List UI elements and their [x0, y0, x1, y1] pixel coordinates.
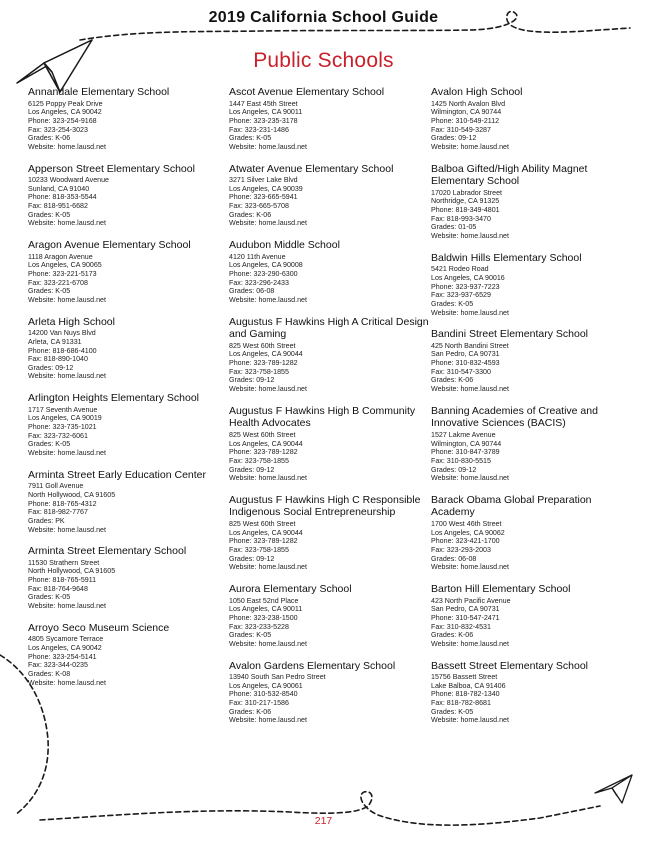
school-name: Apperson Street Elementary School: [28, 162, 195, 175]
school-fax: Fax: 323-233-5228: [229, 622, 289, 631]
school-city: Los Angeles, CA 90008: [229, 261, 303, 270]
school-address: 5421 Rodeo Road: [431, 265, 489, 274]
school-entry: [431, 583, 631, 649]
school-phone: Phone: 323-235-3178: [229, 116, 298, 125]
school-name: Avalon Gardens Elementary School: [229, 659, 396, 672]
school-name: Barack Obama Global Preparation Academy: [431, 493, 592, 519]
school-grades: Grades: K-05: [28, 440, 71, 449]
school-phone: Phone: 310-832-4593: [431, 359, 500, 368]
school-entry: [229, 405, 429, 483]
school-grades: Grades: 01-05: [431, 223, 477, 232]
school-phone: Phone: 323-238-1500: [229, 613, 298, 622]
school-grades: Grades: K-05: [431, 707, 474, 716]
school-city: Wilmington, CA 90744: [431, 108, 502, 117]
school-entry: [229, 660, 429, 726]
school-city: Northridge, CA 91325: [431, 197, 500, 206]
school-address: 3271 Silver Lake Blvd: [229, 176, 298, 185]
school-address: 11530 Strathern Street: [28, 558, 100, 567]
school-city: North Hollywood, CA 91605: [28, 490, 116, 499]
school-city: Los Angeles, CA 90044: [229, 350, 303, 359]
school-grades: Grades: K-06: [28, 134, 71, 143]
school-website: Website: home.lausd.net: [28, 219, 106, 228]
school-fax: Fax: 323-758-1855: [229, 456, 289, 465]
school-address: 13940 South San Pedro Street: [229, 673, 326, 682]
school-city: Wilmington, CA 90744: [431, 439, 502, 448]
school-website: Website: home.lausd.net: [229, 142, 307, 151]
school-phone: Phone: 323-789-1282: [229, 537, 298, 546]
school-fax: Fax: 310-547-3300: [431, 367, 491, 376]
school-website: Website: home.lausd.net: [431, 639, 509, 648]
school-phone: Phone: 310-547-2471: [431, 613, 500, 622]
school-entry: [229, 494, 429, 572]
school-grades: Grades: PK: [28, 516, 65, 525]
school-city: Los Angeles, CA 90061: [229, 681, 303, 690]
school-entry: [28, 316, 228, 382]
school-entry: [431, 252, 631, 318]
school-city: Los Angeles, CA 90011: [229, 108, 303, 117]
school-name: Arminta Street Early Education Center: [28, 468, 206, 481]
school-address: 10233 Woodward Avenue: [28, 176, 109, 185]
school-name: Barton Hill Elementary School: [431, 582, 571, 595]
school-website: Website: home.lausd.net: [28, 142, 106, 151]
school-fax: Fax: 310-832-4531: [431, 622, 491, 631]
school-phone: Phone: 818-782-1340: [431, 690, 500, 699]
school-phone: Phone: 310-847-3789: [431, 448, 500, 457]
school-grades: Grades: K-06: [431, 376, 474, 385]
school-grades: Grades: K-05: [229, 631, 272, 640]
school-grades: Grades: K-08: [28, 669, 71, 678]
paper-airplane-small-icon: [595, 775, 632, 803]
school-address: 15756 Bassett Street: [431, 673, 498, 682]
section-title: Public Schools: [253, 49, 394, 72]
school-website: Website: home.lausd.net: [28, 372, 106, 381]
school-fax: Fax: 323-293-2003: [431, 546, 491, 554]
school-name: Augustus F Hawkins High B Community Health Advocates: [229, 404, 416, 430]
school-address: 4805 Sycamore Terrace: [28, 635, 104, 644]
school-website: Website: home.lausd.net: [28, 295, 106, 304]
school-grades: Grades: K-06: [431, 631, 474, 640]
school-entry: [431, 660, 631, 726]
school-address: 825 West 60th Street: [229, 520, 296, 529]
school-address: 1050 East 52nd Place: [229, 596, 299, 605]
school-grades: Grades: 09-12: [28, 363, 74, 372]
school-city: Los Angeles, CA 90042: [28, 643, 102, 652]
school-fax: Fax: 310-830-5515: [431, 456, 491, 465]
school-city: Los Angeles, CA 90011: [229, 605, 303, 614]
school-fax: Fax: 310-217-1586: [229, 699, 289, 708]
school-name: Arlington Heights Elementary School: [28, 392, 200, 405]
school-address: 1118 Aragon Avenue: [28, 252, 93, 261]
school-name: Banning Academies of Creative and Innovative Sciences (BACIS): [431, 404, 598, 430]
school-website: Website: home.lausd.net: [28, 678, 106, 687]
school-city: Los Angeles, CA 90039: [229, 184, 303, 193]
school-website: Website: home.lausd.net: [229, 474, 307, 483]
school-address: 1700 West 46th Street: [431, 520, 502, 529]
school-city: North Hollywood, CA 91605: [28, 567, 116, 576]
school-website: Website: home.lausd.net: [229, 219, 307, 228]
school-website: Website: home.lausd.net: [229, 385, 307, 394]
school-address: 825 West 60th Street: [229, 341, 296, 350]
school-grades: Grades: 06-08: [431, 554, 477, 563]
school-address: 425 North Bandini Street: [431, 341, 509, 350]
school-entry: [229, 583, 429, 649]
school-entry: [28, 86, 228, 152]
school-phone: Phone: 818-686-4100: [28, 346, 97, 355]
school-name: Atwater Avenue Elementary School: [229, 162, 394, 175]
school-name: Augustus F Hawkins High C Responsible Indigenous Social Entrepreneurship: [229, 493, 421, 519]
school-entry: [28, 469, 228, 535]
school-website: Website: home.lausd.net: [28, 525, 106, 534]
school-grades: Grades: 09-12: [229, 376, 275, 385]
school-phone: Phone: 818-349-4801: [431, 206, 500, 215]
school-address: 4120 11th Avenue: [229, 252, 286, 261]
school-entry: [28, 392, 228, 458]
school-phone: Phone: 818-765-4312: [28, 499, 97, 508]
school-grades: Grades: K-06: [229, 707, 272, 716]
school-phone: Phone: 323-421-1700: [431, 537, 500, 546]
school-name: Aurora Elementary School: [229, 582, 352, 595]
school-phone: Phone: 323-221-5173: [28, 269, 97, 278]
school-website: Website: home.lausd.net: [431, 142, 509, 151]
school-fax: Fax: 323-758-1855: [229, 367, 289, 376]
school-fax: Fax: 818-782-8681: [431, 699, 491, 708]
school-entry: [28, 163, 228, 229]
school-address: 1527 Lakme Avenue: [431, 430, 496, 439]
school-city: Los Angeles, CA 90019: [28, 414, 102, 423]
school-address: 1425 North Avalon Blvd: [431, 99, 506, 108]
school-name: Baldwin Hills Elementary School: [431, 251, 582, 264]
school-name: Bassett Street Elementary School: [431, 659, 588, 672]
school-address: 1447 East 45th Street: [229, 99, 298, 108]
school-phone: Phone: 310-532-8540: [229, 690, 298, 699]
school-entry: [229, 163, 429, 229]
school-address: 825 West 60th Street: [229, 430, 296, 439]
school-entry: [431, 494, 631, 572]
school-grades: Grades: 06-08: [229, 287, 275, 296]
school-phone: Phone: 818-765-5911: [28, 576, 97, 585]
school-entry: [28, 545, 228, 611]
school-fax: Fax: 323-665-5708: [229, 202, 289, 211]
school-website: Website: home.lausd.net: [431, 474, 509, 483]
school-grades: Grades: 09-12: [229, 554, 275, 563]
school-website: Website: home.lausd.net: [431, 716, 509, 725]
school-entry: [28, 239, 228, 305]
school-name: Arleta High School: [28, 315, 115, 328]
school-grades: Grades: K-05: [229, 134, 272, 143]
school-entry: [229, 86, 429, 152]
school-fax: Fax: 323-344-0235: [28, 661, 88, 670]
school-fax: Fax: 323-732-6061: [28, 431, 88, 440]
school-website: Website: home.lausd.net: [431, 308, 509, 317]
school-grades: Grades: 09-12: [229, 465, 275, 474]
school-city: San Pedro, CA 90731: [431, 350, 500, 359]
column-3: [431, 86, 631, 736]
school-city: Lake Balboa, CA 91406: [431, 681, 506, 690]
school-fax: Fax: 323-296-2433: [229, 278, 289, 287]
school-grades: Grades: 09-12: [431, 465, 477, 474]
school-entry: [28, 622, 228, 688]
school-fax: Fax: 323-231-1486: [229, 125, 289, 134]
guide-title: 2019 California School Guide: [208, 9, 439, 26]
school-name: Arroyo Seco Museum Science: [28, 621, 170, 634]
school-city: Arleta, CA 91331: [28, 337, 82, 346]
school-fax: Fax: 818-951-6682: [28, 202, 88, 211]
school-name: Balboa Gifted/High Ability Magnet Elementary School: [431, 162, 588, 188]
school-city: Los Angeles, CA 90042: [28, 108, 102, 117]
school-name: Avalon High School: [431, 86, 523, 98]
school-entry: [431, 163, 631, 241]
school-city: Los Angeles, CA 90044: [229, 439, 303, 448]
school-grades: Grades: K-05: [28, 287, 71, 296]
school-address: 423 North Pacific Avenue: [431, 596, 511, 605]
school-website: Website: home.lausd.net: [431, 563, 509, 572]
school-phone: Phone: 323-290-6300: [229, 269, 298, 278]
school-fax: Fax: 818-982-7767: [28, 508, 88, 517]
school-website: Website: home.lausd.net: [229, 639, 307, 648]
school-address: 17020 Labrador Street: [431, 188, 502, 197]
school-phone: Phone: 323-937-7223: [431, 282, 500, 291]
school-name: Bandini Street Elementary School: [431, 328, 589, 341]
school-phone: Phone: 818-353-5544: [28, 193, 97, 202]
school-address: 6125 Poppy Peak Drive: [28, 99, 103, 108]
school-address: 7911 Goll Avenue: [28, 482, 84, 491]
school-fax: Fax: 310-549-3287: [431, 125, 491, 134]
school-entry: [229, 239, 429, 305]
school-phone: Phone: 323-735-1021: [28, 423, 97, 432]
school-phone: Phone: 323-254-5141: [28, 652, 97, 661]
school-name: Aragon Avenue Elementary School: [28, 239, 191, 252]
school-entry: [431, 328, 631, 394]
school-website: Website: home.lausd.net: [229, 295, 307, 304]
school-website: Website: home.lausd.net: [28, 449, 106, 457]
school-fax: Fax: 818-993-3470: [431, 214, 491, 223]
school-address: 14200 Van Nuys Blvd: [28, 329, 96, 338]
school-city: Los Angeles, CA 90062: [431, 528, 505, 537]
school-address: 1717 Seventh Avenue: [28, 405, 98, 414]
column-2: [229, 86, 429, 736]
school-website: Website: home.lausd.net: [431, 385, 509, 394]
school-website: Website: home.lausd.net: [229, 716, 307, 725]
school-name: Augustus F Hawkins High A Critical Design and Gaming: [229, 315, 429, 341]
school-phone: Phone: 310-549-2112: [431, 116, 500, 125]
school-grades: Grades: K-05: [431, 299, 474, 308]
school-fax: Fax: 323-221-6708: [28, 278, 88, 287]
school-grades: Grades: K-06: [229, 210, 272, 219]
school-phone: Phone: 323-665-5941: [229, 193, 298, 202]
school-city: Los Angeles, CA 90044: [229, 528, 303, 537]
school-website: Website: home.lausd.net: [431, 232, 509, 240]
school-phone: Phone: 323-254-9168: [28, 116, 97, 125]
school-fax: Fax: 323-937-6529: [431, 291, 491, 300]
school-fax: Fax: 818-890-1040: [28, 355, 88, 364]
school-entry: [431, 405, 631, 483]
school-website: Website: home.lausd.net: [229, 563, 307, 572]
school-phone: Phone: 323-789-1282: [229, 359, 298, 368]
school-city: San Pedro, CA 90731: [431, 605, 500, 614]
school-fax: Fax: 323-758-1855: [229, 546, 289, 554]
school-city: Los Angeles, CA 90065: [28, 261, 102, 270]
school-city: Sunland, CA 91040: [28, 184, 90, 193]
school-grades: Grades: 09-12: [431, 134, 477, 143]
school-grades: Grades: K-05: [28, 593, 71, 602]
school-city: Los Angeles, CA 90016: [431, 273, 505, 282]
school-entry: [431, 86, 631, 152]
school-grades: Grades: K-05: [28, 210, 71, 219]
school-name: Audubon Middle School: [229, 239, 340, 252]
school-name: Ascot Avenue Elementary School: [229, 86, 385, 98]
school-website: Website: home.lausd.net: [28, 602, 106, 611]
school-name: Arminta Street Elementary School: [28, 545, 187, 558]
column-1: [28, 86, 228, 698]
page-number: 217: [314, 815, 333, 827]
school-fax: Fax: 818-764-9648: [28, 584, 88, 593]
school-entry: [229, 316, 429, 394]
school-name: Annandale Elementary School: [28, 86, 170, 98]
school-fax: Fax: 323-254-3023: [28, 125, 88, 134]
school-phone: Phone: 323-789-1282: [229, 448, 298, 457]
